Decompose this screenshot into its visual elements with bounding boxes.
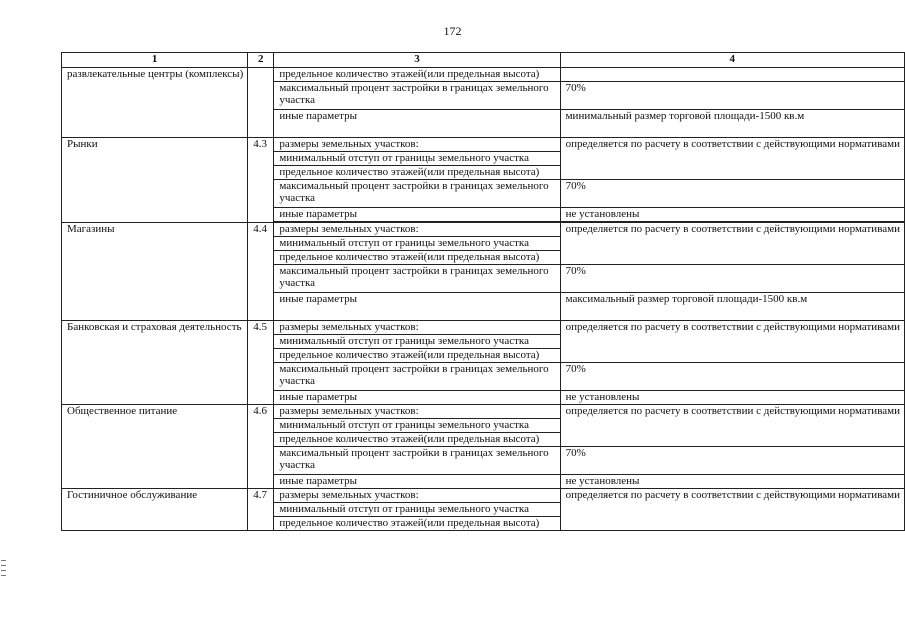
param-other: иные параметры	[274, 110, 560, 138]
group-code: 4.6	[248, 405, 274, 489]
param-max-percent	[274, 265, 560, 293]
param-value: определяется по расчету в соответствии с действующими нормативами	[560, 138, 904, 180]
param-value: 70%	[560, 265, 904, 293]
table-row	[62, 321, 905, 335]
param-value: определяется по расчету в соответствии с действующими нормативами	[560, 489, 904, 531]
param-max-percent-line1: максимальный процент застройки в границах земельного	[279, 180, 549, 192]
param-value: 70%	[560, 82, 904, 110]
param-other: иные параметры	[274, 391, 560, 405]
group-name: Банковская и страховая деятельность	[62, 321, 248, 405]
param-max-percent-line2: участка	[279, 459, 316, 471]
param-min-offset: минимальный отступ от границы земельного участка	[274, 503, 560, 517]
param-max-floors: предельное количество этажей(или предельная высота)	[274, 68, 560, 82]
group-name: Общественное питание	[62, 405, 248, 489]
table-row	[62, 489, 905, 503]
param-sizes: размеры земельных участков:	[274, 405, 560, 419]
param-max-percent-line2: участка	[279, 375, 316, 387]
param-max-percent	[274, 363, 560, 391]
param-min-offset: минимальный отступ от границы земельного участка	[274, 419, 560, 433]
table-header-row	[62, 53, 905, 68]
table-row	[62, 68, 905, 82]
param-sizes: размеры земельных участков:	[274, 223, 560, 237]
param-sizes: размеры земельных участков:	[274, 321, 560, 335]
header-col-1: 1	[62, 53, 248, 68]
param-min-offset: минимальный отступ от границы земельного участка	[274, 335, 560, 349]
scan-mark	[1, 570, 6, 571]
param-value-empty	[560, 68, 904, 82]
param-other: иные параметры	[274, 208, 560, 222]
param-other: иные параметры	[274, 475, 560, 489]
param-sizes: размеры земельных участков:	[274, 138, 560, 152]
param-min-offset: минимальный отступ от границы земельного участка	[274, 152, 560, 166]
param-max-floors: предельное количество этажей(или предельная высота)	[274, 251, 560, 265]
param-value: определяется по расчету в соответствии с действующими нормативами	[560, 321, 904, 363]
param-value: минимальный размер торговой площади-1500 кв.м	[560, 110, 904, 138]
param-max-floors: предельное количество этажей(или предельная высота)	[274, 517, 560, 531]
param-min-offset: минимальный отступ от границы земельного участка	[274, 237, 560, 251]
zoning-parameters-table	[61, 52, 905, 531]
group-code: 4.3	[248, 138, 274, 223]
table-row	[62, 223, 905, 237]
scan-mark	[1, 575, 6, 576]
param-max-floors: предельное количество этажей(или предельная высота)	[274, 433, 560, 447]
param-value: 70%	[560, 180, 904, 208]
param-max-percent	[274, 180, 560, 208]
scan-mark	[1, 560, 6, 561]
param-max-percent-line2: участка	[279, 192, 316, 204]
param-value: определяется по расчету в соответствии с действующими нормативами	[560, 223, 904, 265]
scan-mark	[1, 565, 6, 566]
table-row	[62, 138, 905, 152]
group-code: 4.5	[248, 321, 274, 405]
param-value: 70%	[560, 447, 904, 475]
param-value: не установлены	[560, 475, 904, 489]
param-value: не установлены	[560, 208, 904, 222]
param-max-percent-line2: участка	[279, 94, 316, 106]
param-max-percent-line1: максимальный процент застройки в границах земельного	[279, 82, 549, 94]
header-col-3: 3	[274, 53, 560, 68]
param-max-percent-line1: максимальный процент застройки в границах земельного	[279, 363, 549, 375]
param-value: не установлены	[560, 391, 904, 405]
param-max-percent-line1: максимальный процент застройки в границах земельного	[279, 265, 549, 277]
header-col-2: 2	[248, 53, 274, 68]
table-row	[62, 405, 905, 419]
group-code	[248, 68, 274, 138]
group-name: Гостиничное обслуживание	[62, 489, 248, 531]
param-value: 70%	[560, 363, 904, 391]
param-max-percent-line2: участка	[279, 277, 316, 289]
param-max-percent	[274, 82, 560, 110]
group-name: Магазины	[62, 223, 248, 321]
group-name: Рынки	[62, 138, 248, 223]
param-value: максимальный размер торговой площади-1500 кв.м	[560, 293, 904, 321]
margin-scan-marks	[1, 560, 6, 580]
group-name: развлекательные центры (комплексы)	[62, 68, 248, 138]
header-col-4: 4	[560, 53, 904, 68]
param-max-percent	[274, 447, 560, 475]
param-value: определяется по расчету в соответствии с действующими нормативами	[560, 405, 904, 447]
param-sizes: размеры земельных участков:	[274, 489, 560, 503]
group-code: 4.4	[248, 223, 274, 321]
group-code: 4.7	[248, 489, 274, 531]
param-max-floors: предельное количество этажей(или предельная высота)	[274, 349, 560, 363]
page-number: 172	[443, 24, 462, 38]
param-max-percent-line1: максимальный процент застройки в границах земельного	[279, 447, 549, 459]
param-max-floors: предельное количество этажей(или предельная высота)	[274, 166, 560, 180]
param-other: иные параметры	[274, 293, 560, 321]
